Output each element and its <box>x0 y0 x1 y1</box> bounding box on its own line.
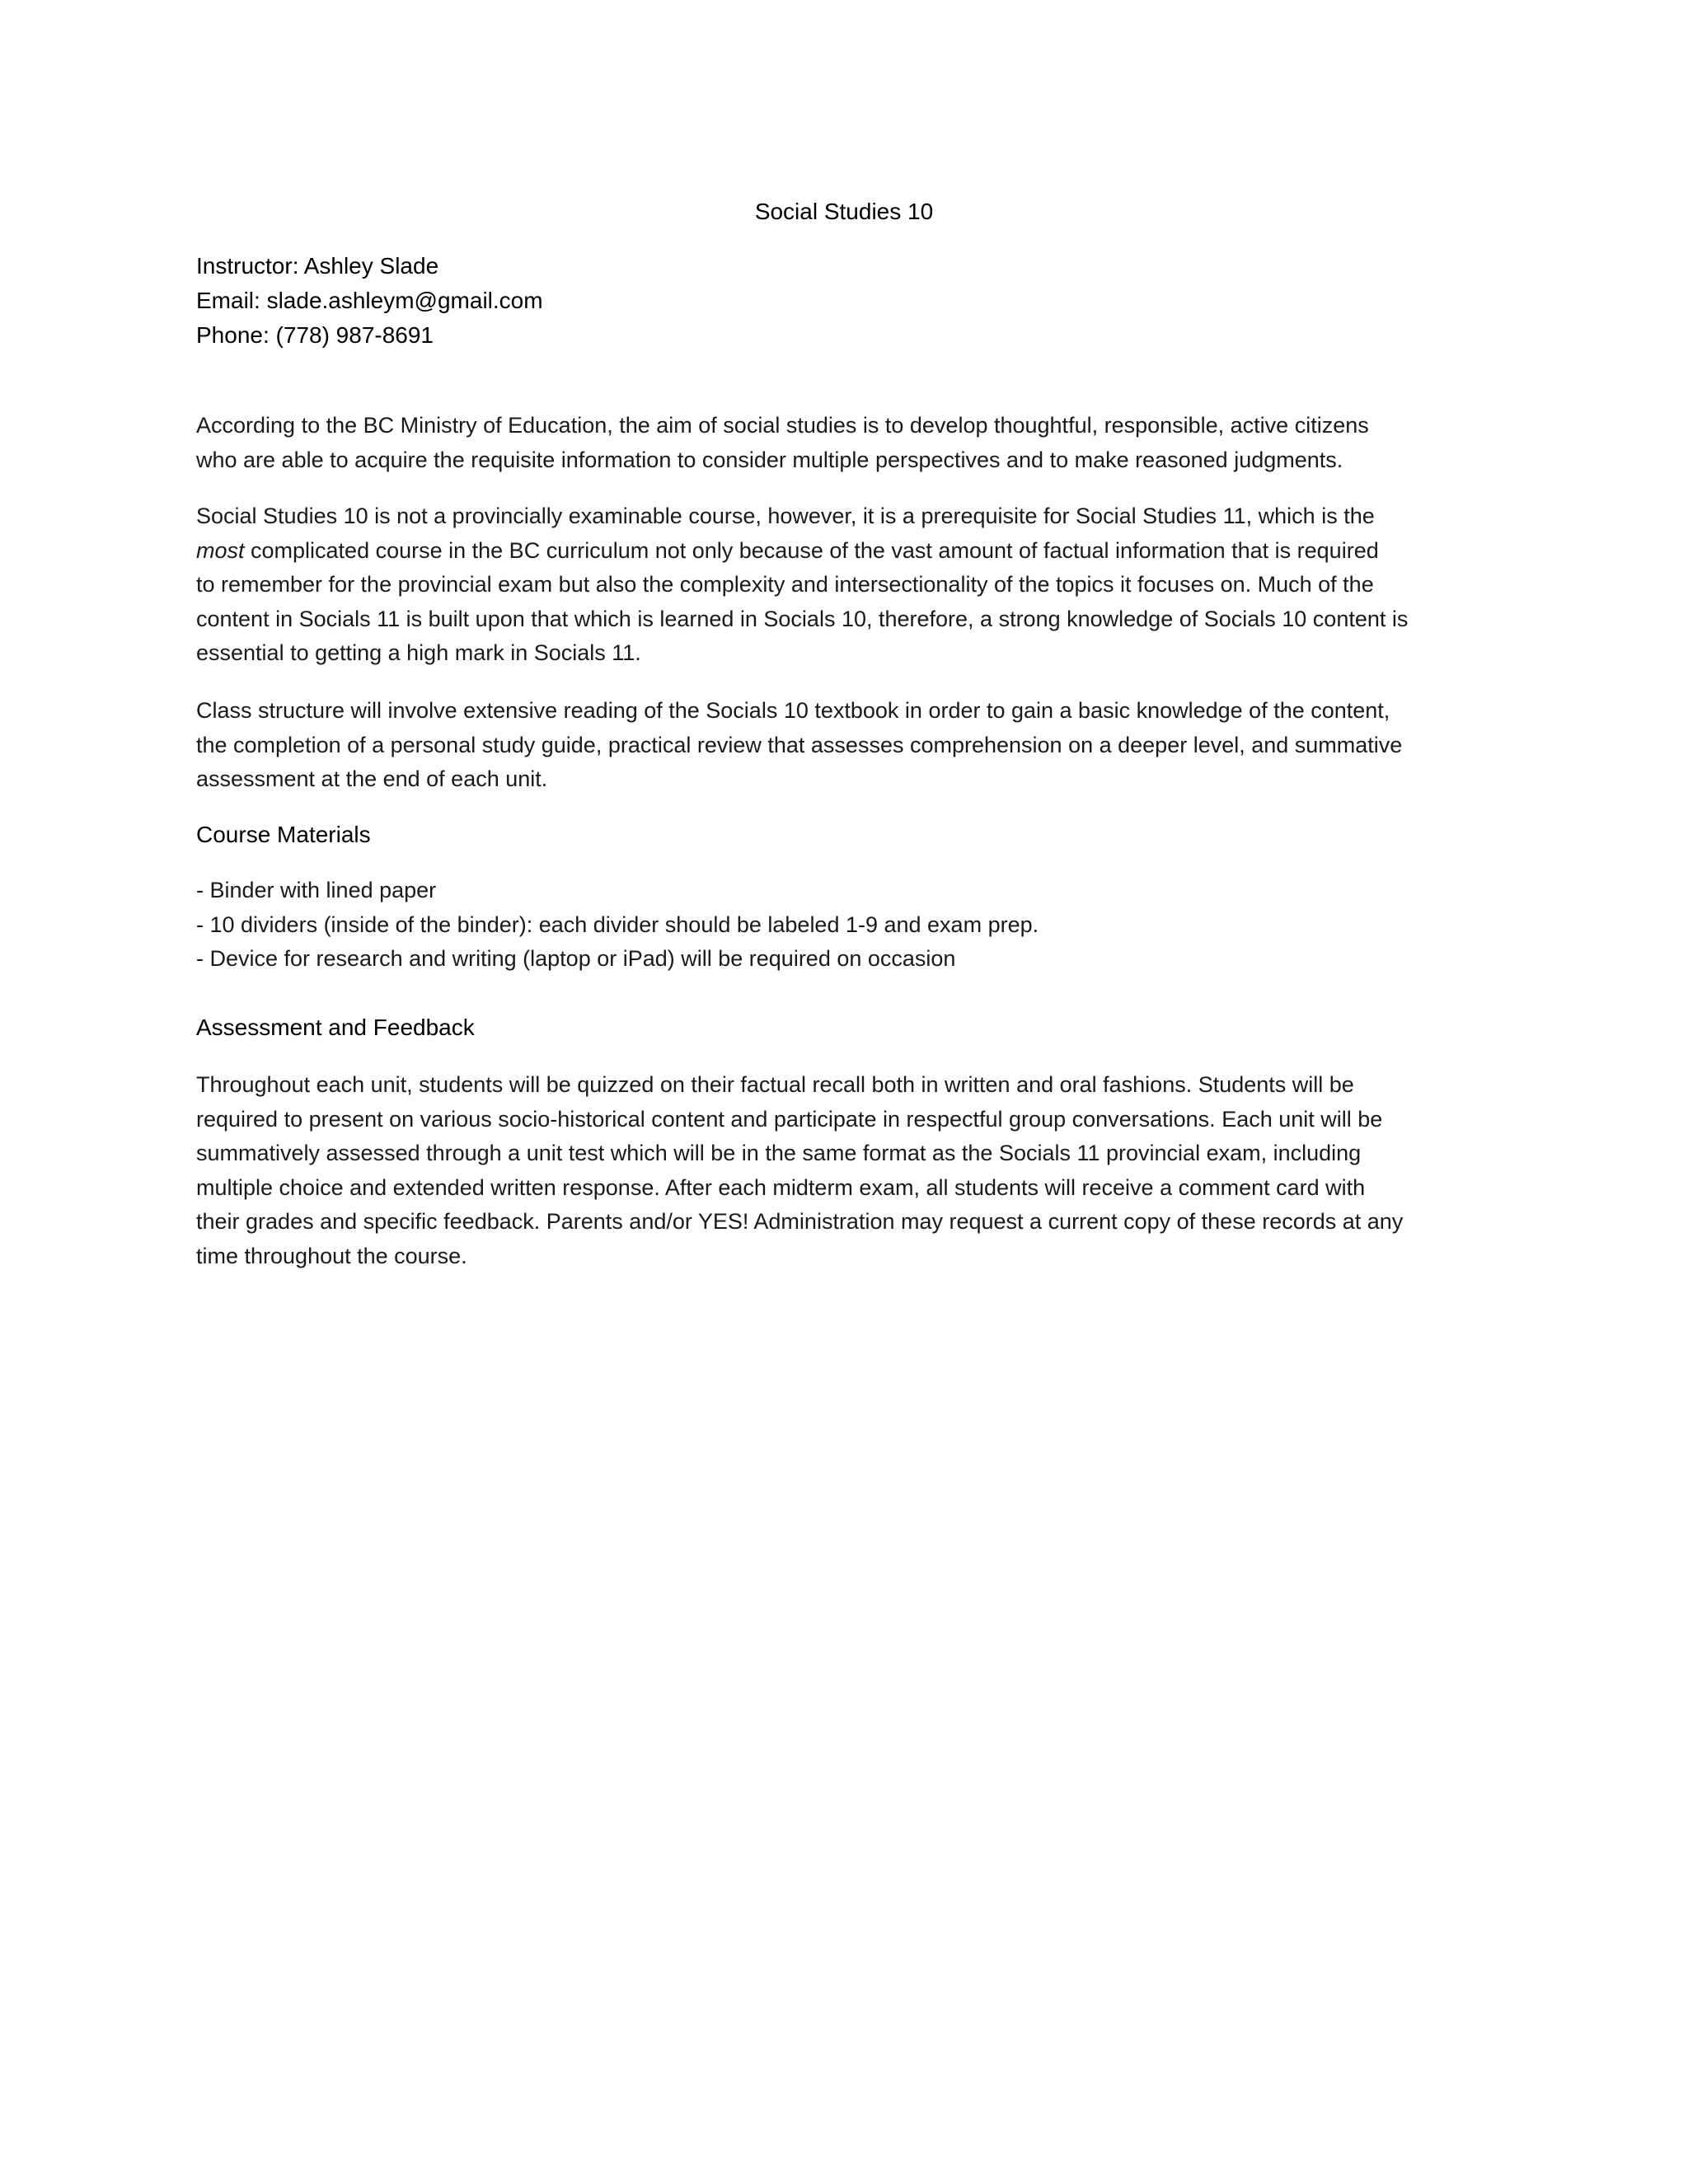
paragraph-line: time throughout the course. <box>196 1243 467 1268</box>
email-line: Email: slade.ashleym@gmail.com <box>196 288 543 313</box>
paragraph-line: the completion of a personal study guide, practical review that assesses comprehension on a deeper level, and summative <box>196 732 1403 757</box>
paragraph-line: their grades and specific feedback. Parents and/or YES! Administration may request a current copy of these records at any <box>196 1209 1404 1235</box>
paragraph-line: multiple choice and extended written response. After each midterm exam, all students will receive a comment card with <box>196 1174 1366 1200</box>
paragraph-line: Class structure will involve extensive reading of the Socials 10 textbook in order to gain a basic knowledge of the content, <box>196 698 1390 723</box>
paragraph-line: assessment at the end of each unit. <box>196 766 548 792</box>
course-materials-heading: Course Materials <box>196 822 371 847</box>
assessment-heading: Assessment and Feedback <box>196 1015 475 1040</box>
materials-list <box>196 874 1482 977</box>
assessment-paragraph <box>196 1068 1482 1274</box>
list-item: - Binder with lined paper <box>196 878 437 902</box>
emphasis-text: most <box>196 537 245 563</box>
contact-info <box>196 249 1482 353</box>
document-title: Social Studies 10 <box>754 199 934 224</box>
phone-line: Phone: (778) 987-8691 <box>196 322 434 348</box>
intro-paragraph <box>196 409 1482 477</box>
paragraph-line: to remember for the provincial exam but also the complexity and intersectionality of the topics it focuses on. Much of the <box>196 572 1374 598</box>
paragraph-line: essential to getting a high mark in Socials 11. <box>196 640 641 666</box>
paragraph-line: required to present on various socio-historical content and participate in respectful group conversations. Each unit will be <box>196 1106 1383 1132</box>
paragraph-text: complicated course in the BC curriculum not only because of the vast amount of factual information that is required <box>244 537 1379 563</box>
paragraph-line: Throughout each unit, students will be quizzed on their factual recall both in written and oral fashions. Students will be <box>196 1072 1354 1097</box>
paragraph-line <box>196 534 1482 569</box>
class-structure-paragraph <box>196 694 1482 797</box>
list-item: - 10 dividers (inside of the binder): each divider should be labeled 1-9 and exam prep. <box>196 912 1039 937</box>
paragraph-line: According to the BC Ministry of Education, the aim of social studies is to develop thoughtful, responsible, active citizens <box>196 413 1369 438</box>
list-item: - Device for research and writing (laptop or iPad) will be required on occasion <box>196 946 956 972</box>
prerequisite-paragraph <box>196 499 1482 671</box>
paragraph-line: content in Socials 11 is built upon that which is learned in Socials 10, therefore, a strong knowledge of Socials 10 content is <box>196 606 1409 631</box>
paragraph-line: summatively assessed through a unit test which will be in the same format as the Socials 11 provincial exam, including <box>196 1141 1362 1166</box>
paragraph-line: Social Studies 10 is not a provincially examinable course, however, it is a prerequisite for Social Studies 11, which is the <box>196 504 1375 528</box>
instructor-line: Instructor: Ashley Slade <box>196 253 439 279</box>
paragraph-line: who are able to acquire the requisite information to consider multiple perspectives and to make reasoned judgments. <box>196 447 1343 472</box>
